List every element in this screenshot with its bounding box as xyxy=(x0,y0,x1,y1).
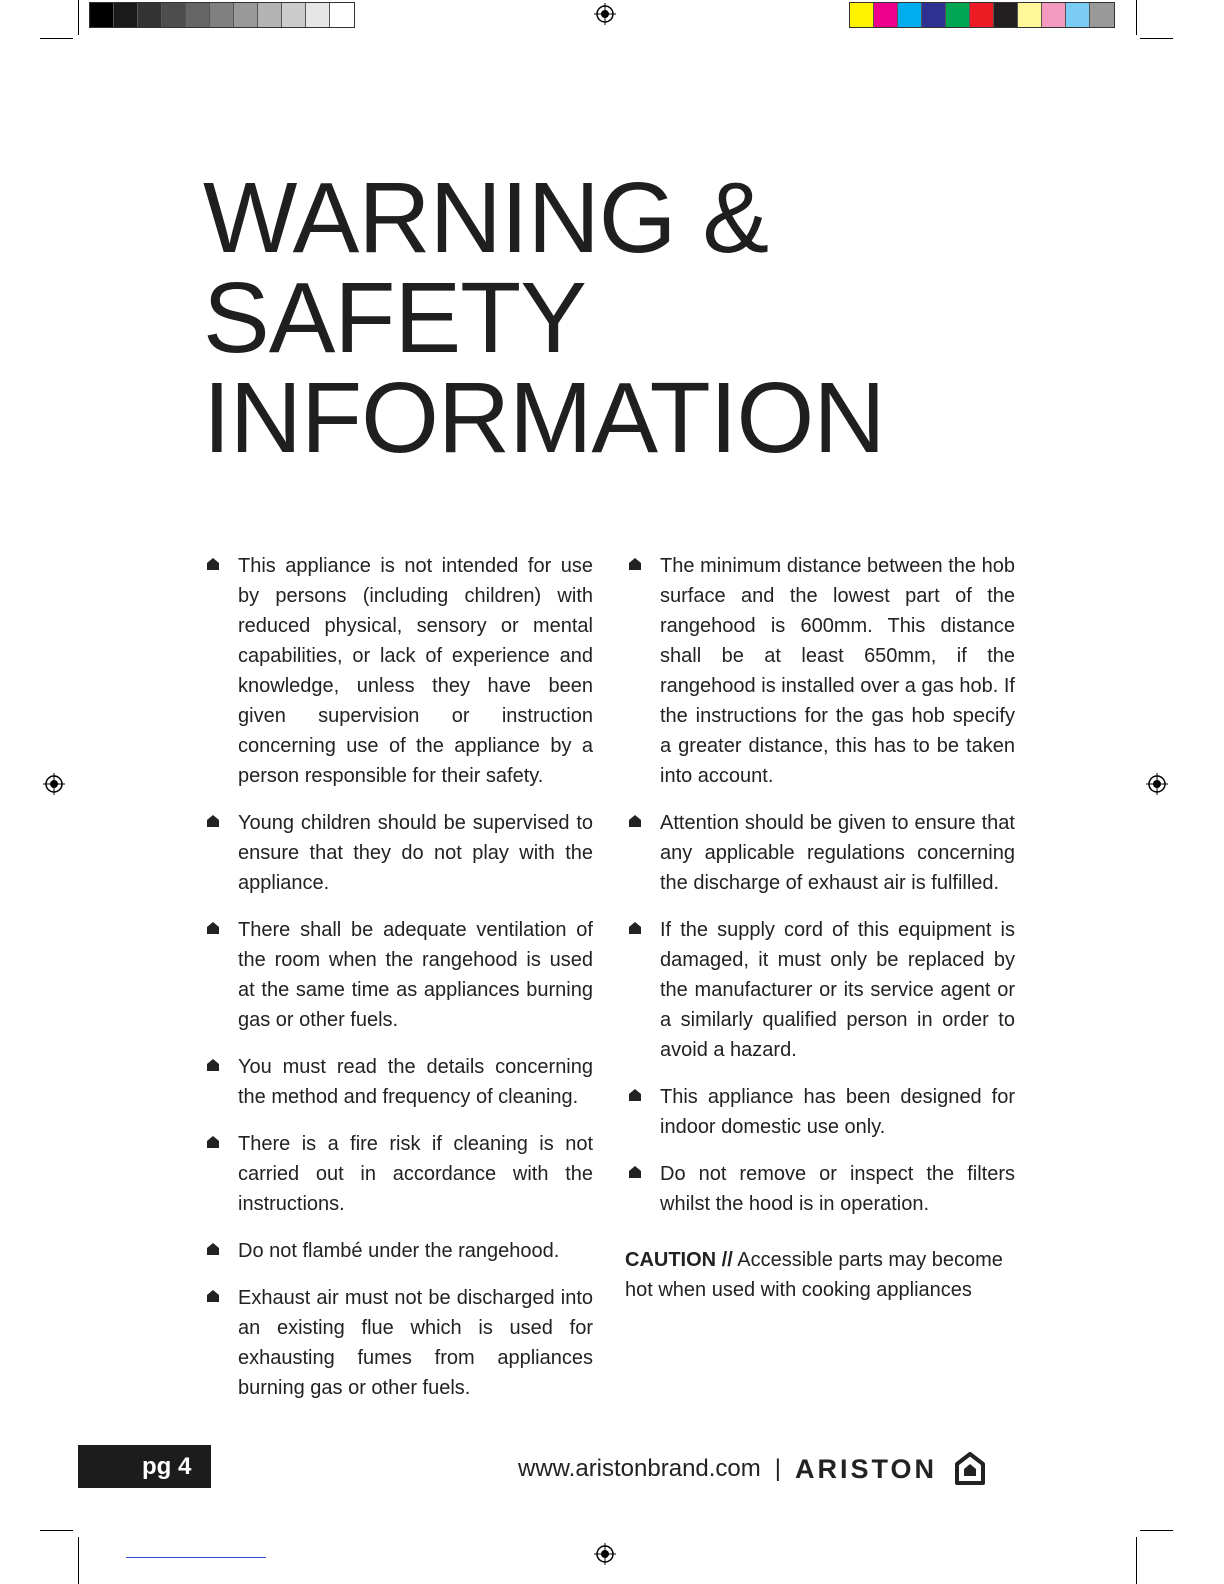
color-swatch xyxy=(186,3,210,27)
caution-label: CAUTION // xyxy=(625,1249,733,1271)
house-bullet-icon xyxy=(628,1165,642,1179)
crop-mark xyxy=(40,1530,73,1531)
color-swatch xyxy=(922,3,946,27)
color-swatch xyxy=(162,3,186,27)
footer xyxy=(518,1449,985,1489)
list-item-text: Exhaust air must not be discharged into an existing flue which is used for exhausting fumes from appliances burning gas or other fuels. xyxy=(238,1287,593,1399)
title-line: INFORMATION xyxy=(203,362,885,474)
footer-separator: | xyxy=(774,1455,781,1482)
grayscale-swatch-strip xyxy=(89,2,355,28)
color-swatch xyxy=(306,3,330,27)
list-item xyxy=(203,1236,593,1266)
house-bullet-icon xyxy=(628,921,642,935)
crop-mark xyxy=(78,1537,79,1584)
caution-text: Accessible parts may become hot when used with cooking appliances xyxy=(625,1249,1003,1301)
left-column xyxy=(203,551,593,1420)
house-bullet-icon xyxy=(206,1058,220,1072)
color-swatch xyxy=(258,3,282,27)
list-item xyxy=(625,551,1015,791)
registration-mark-icon xyxy=(594,1543,616,1565)
list-item xyxy=(203,1129,593,1219)
list-item xyxy=(203,808,593,898)
list-item-text: There shall be adequate ventilation of the room when the rangehood is used at the same time as appliances burning gas or other fuels. xyxy=(238,919,593,1031)
house-bullet-icon xyxy=(628,814,642,828)
title-line: WARNING & xyxy=(203,162,769,274)
color-swatch xyxy=(210,3,234,27)
list-item-text: Do not remove or inspect the filters whilst the hood is in operation. xyxy=(660,1163,1015,1215)
website-link[interactable]: www.aristonbrand.com xyxy=(518,1455,761,1482)
link-underline xyxy=(126,1557,266,1558)
color-swatch xyxy=(234,3,258,27)
list-item-text: You must read the details concerning the method and frequency of cleaning. xyxy=(238,1056,593,1108)
color-swatch xyxy=(1066,3,1090,27)
color-swatch xyxy=(946,3,970,27)
crop-mark xyxy=(1136,1537,1137,1584)
house-bullet-icon xyxy=(206,1135,220,1149)
right-column xyxy=(625,551,1015,1305)
list-item xyxy=(203,551,593,791)
house-bullet-icon xyxy=(206,557,220,571)
color-swatch xyxy=(874,3,898,27)
registration-mark-icon xyxy=(1146,773,1168,795)
color-swatch xyxy=(994,3,1018,27)
list-item xyxy=(203,1052,593,1112)
color-swatch xyxy=(1018,3,1042,27)
color-swatch xyxy=(970,3,994,27)
color-swatch xyxy=(90,3,114,27)
house-icon xyxy=(955,1452,985,1486)
list-item-text: There is a fire risk if cleaning is not carried out in accordance with the instructions. xyxy=(238,1133,593,1215)
crop-mark xyxy=(78,0,79,35)
color-swatch xyxy=(330,3,354,27)
house-bullet-icon xyxy=(206,814,220,828)
list-item xyxy=(203,915,593,1035)
crop-mark xyxy=(1140,38,1173,39)
list-item xyxy=(625,1082,1015,1142)
house-bullet-icon xyxy=(206,1242,220,1256)
page-title xyxy=(203,162,885,474)
list-item-text: This appliance is not intended for use by persons (including children) with reduced physical, sensory or mental capabilities, or lack of experience and knowledge, unless they have been given supervision or instruction concerning use of the appliance by a person responsible for their safety. xyxy=(238,555,593,787)
house-bullet-icon xyxy=(206,921,220,935)
list-item xyxy=(625,1159,1015,1219)
color-swatch xyxy=(1042,3,1066,27)
color-swatch xyxy=(898,3,922,27)
list-item xyxy=(625,808,1015,898)
list-item-text: The minimum distance between the hob surface and the lowest part of the rangehood is 600mm. This distance shall be at least 650mm, if the rangehood is installed over a gas hob. If the instructions for the gas hob specify a greater distance, this has to be taken into account. xyxy=(660,555,1015,787)
list-item-text: If the supply cord of this equipment is damaged, it must only be replaced by the manufacturer or its service agent or a similarly qualified person in order to avoid a hazard. xyxy=(660,919,1015,1061)
crop-mark xyxy=(1140,1530,1173,1531)
list-item-text: This appliance has been designed for indoor domestic use only. xyxy=(660,1086,1015,1138)
list-item-text: Young children should be supervised to ensure that they do not play with the appliance. xyxy=(238,812,593,894)
color-swatch-strip xyxy=(849,2,1115,28)
house-bullet-icon xyxy=(628,557,642,571)
crop-mark xyxy=(40,38,73,39)
crop-mark xyxy=(1136,0,1137,35)
color-swatch xyxy=(282,3,306,27)
list-item xyxy=(203,1283,593,1403)
caution-note xyxy=(625,1245,1015,1305)
list-item xyxy=(625,915,1015,1065)
registration-mark-icon xyxy=(43,773,65,795)
list-item-text: Do not flambé under the rangehood. xyxy=(238,1240,560,1262)
page-number-badge: pg 4 xyxy=(78,1445,211,1488)
house-bullet-icon xyxy=(628,1088,642,1102)
color-swatch xyxy=(138,3,162,27)
color-swatch xyxy=(114,3,138,27)
color-swatch xyxy=(850,3,874,27)
brand-logo-text: ARISTON xyxy=(795,1453,938,1484)
list-item-text: Attention should be given to ensure that any applicable regulations concerning the discharge of exhaust air is fulfilled. xyxy=(660,812,1015,894)
title-line: SAFETY xyxy=(203,262,586,374)
registration-mark-icon xyxy=(594,3,616,25)
color-swatch xyxy=(1090,3,1114,27)
house-bullet-icon xyxy=(206,1289,220,1303)
